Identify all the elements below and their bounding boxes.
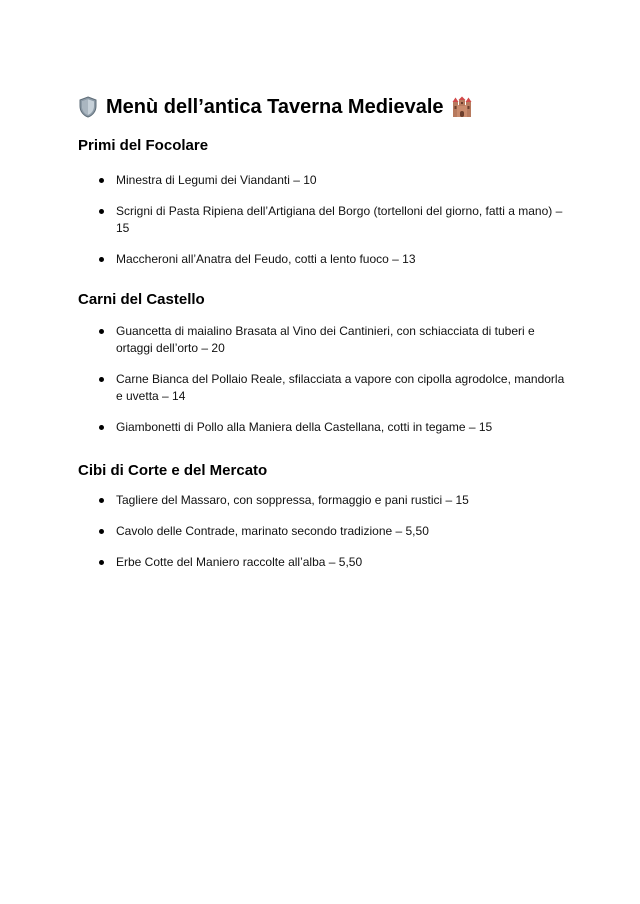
- page-title: [78, 94, 473, 120]
- list-item: [78, 323, 568, 357]
- list-item: [78, 203, 568, 237]
- list-item: [78, 492, 568, 509]
- menu-item-text: Erbe Cotte del Maniero raccolte all’alba – 5,50: [116, 555, 363, 569]
- menu-item-text: Carne Bianca del Pollaio Reale, sfilacciata a vapore con cipolla agrodolce, mandorla e uvetta – 14: [116, 372, 565, 403]
- list-item: [78, 172, 568, 189]
- list-item: [78, 523, 568, 540]
- section-primi: [78, 136, 568, 268]
- menu-list: [78, 172, 568, 268]
- list-item: [78, 419, 568, 436]
- menu-item-text: Minestra di Legumi dei Viandanti – 10: [116, 173, 317, 187]
- list-item: [78, 554, 568, 571]
- shield-icon: [78, 96, 98, 118]
- menu-item-text: Giambonetti di Pollo alla Maniera della Castellana, cotti in tegame – 15: [116, 420, 493, 434]
- bullet-icon: [99, 329, 104, 334]
- section-carni: [78, 290, 568, 436]
- list-item: [78, 371, 568, 405]
- section-heading: Carni del Castello: [78, 291, 205, 308]
- list-item: [78, 251, 568, 268]
- page-title-text: Menù dell’antica Taverna Medievale: [106, 96, 444, 118]
- menu-item-text: Cavolo delle Contrade, marinato secondo tradizione – 5,50: [116, 524, 429, 538]
- bullet-icon: [99, 377, 104, 382]
- bullet-icon: [99, 498, 104, 503]
- bullet-icon: [99, 209, 104, 214]
- section-heading: Primi del Focolare: [78, 137, 209, 154]
- bullet-icon: [99, 560, 104, 565]
- menu-item-text: Guancetta di maialino Brasata al Vino dei Cantinieri, con schiacciata di tuberi e ortaggi dell’orto – 20: [116, 324, 535, 355]
- section-cibi-corte: [78, 461, 568, 571]
- bullet-icon: [99, 425, 104, 430]
- menu-item-text: Maccheroni all’Anatra del Feudo, cotti a lento fuoco – 13: [116, 252, 416, 266]
- menu-item-text: Scrigni di Pasta Ripiena dell’Artigiana del Borgo (tortelloni del giorno, fatti a mano) – 15: [116, 204, 563, 235]
- section-heading: Cibi di Corte e del Mercato: [78, 462, 268, 479]
- menu-item-text: Tagliere del Massaro, con soppressa, formaggio e pani rustici – 15: [116, 493, 469, 507]
- bullet-icon: [99, 257, 104, 262]
- bullet-icon: [99, 529, 104, 534]
- castle-icon: [451, 96, 473, 118]
- menu-list: [78, 492, 568, 571]
- bullet-icon: [99, 178, 104, 183]
- menu-list: [78, 323, 568, 436]
